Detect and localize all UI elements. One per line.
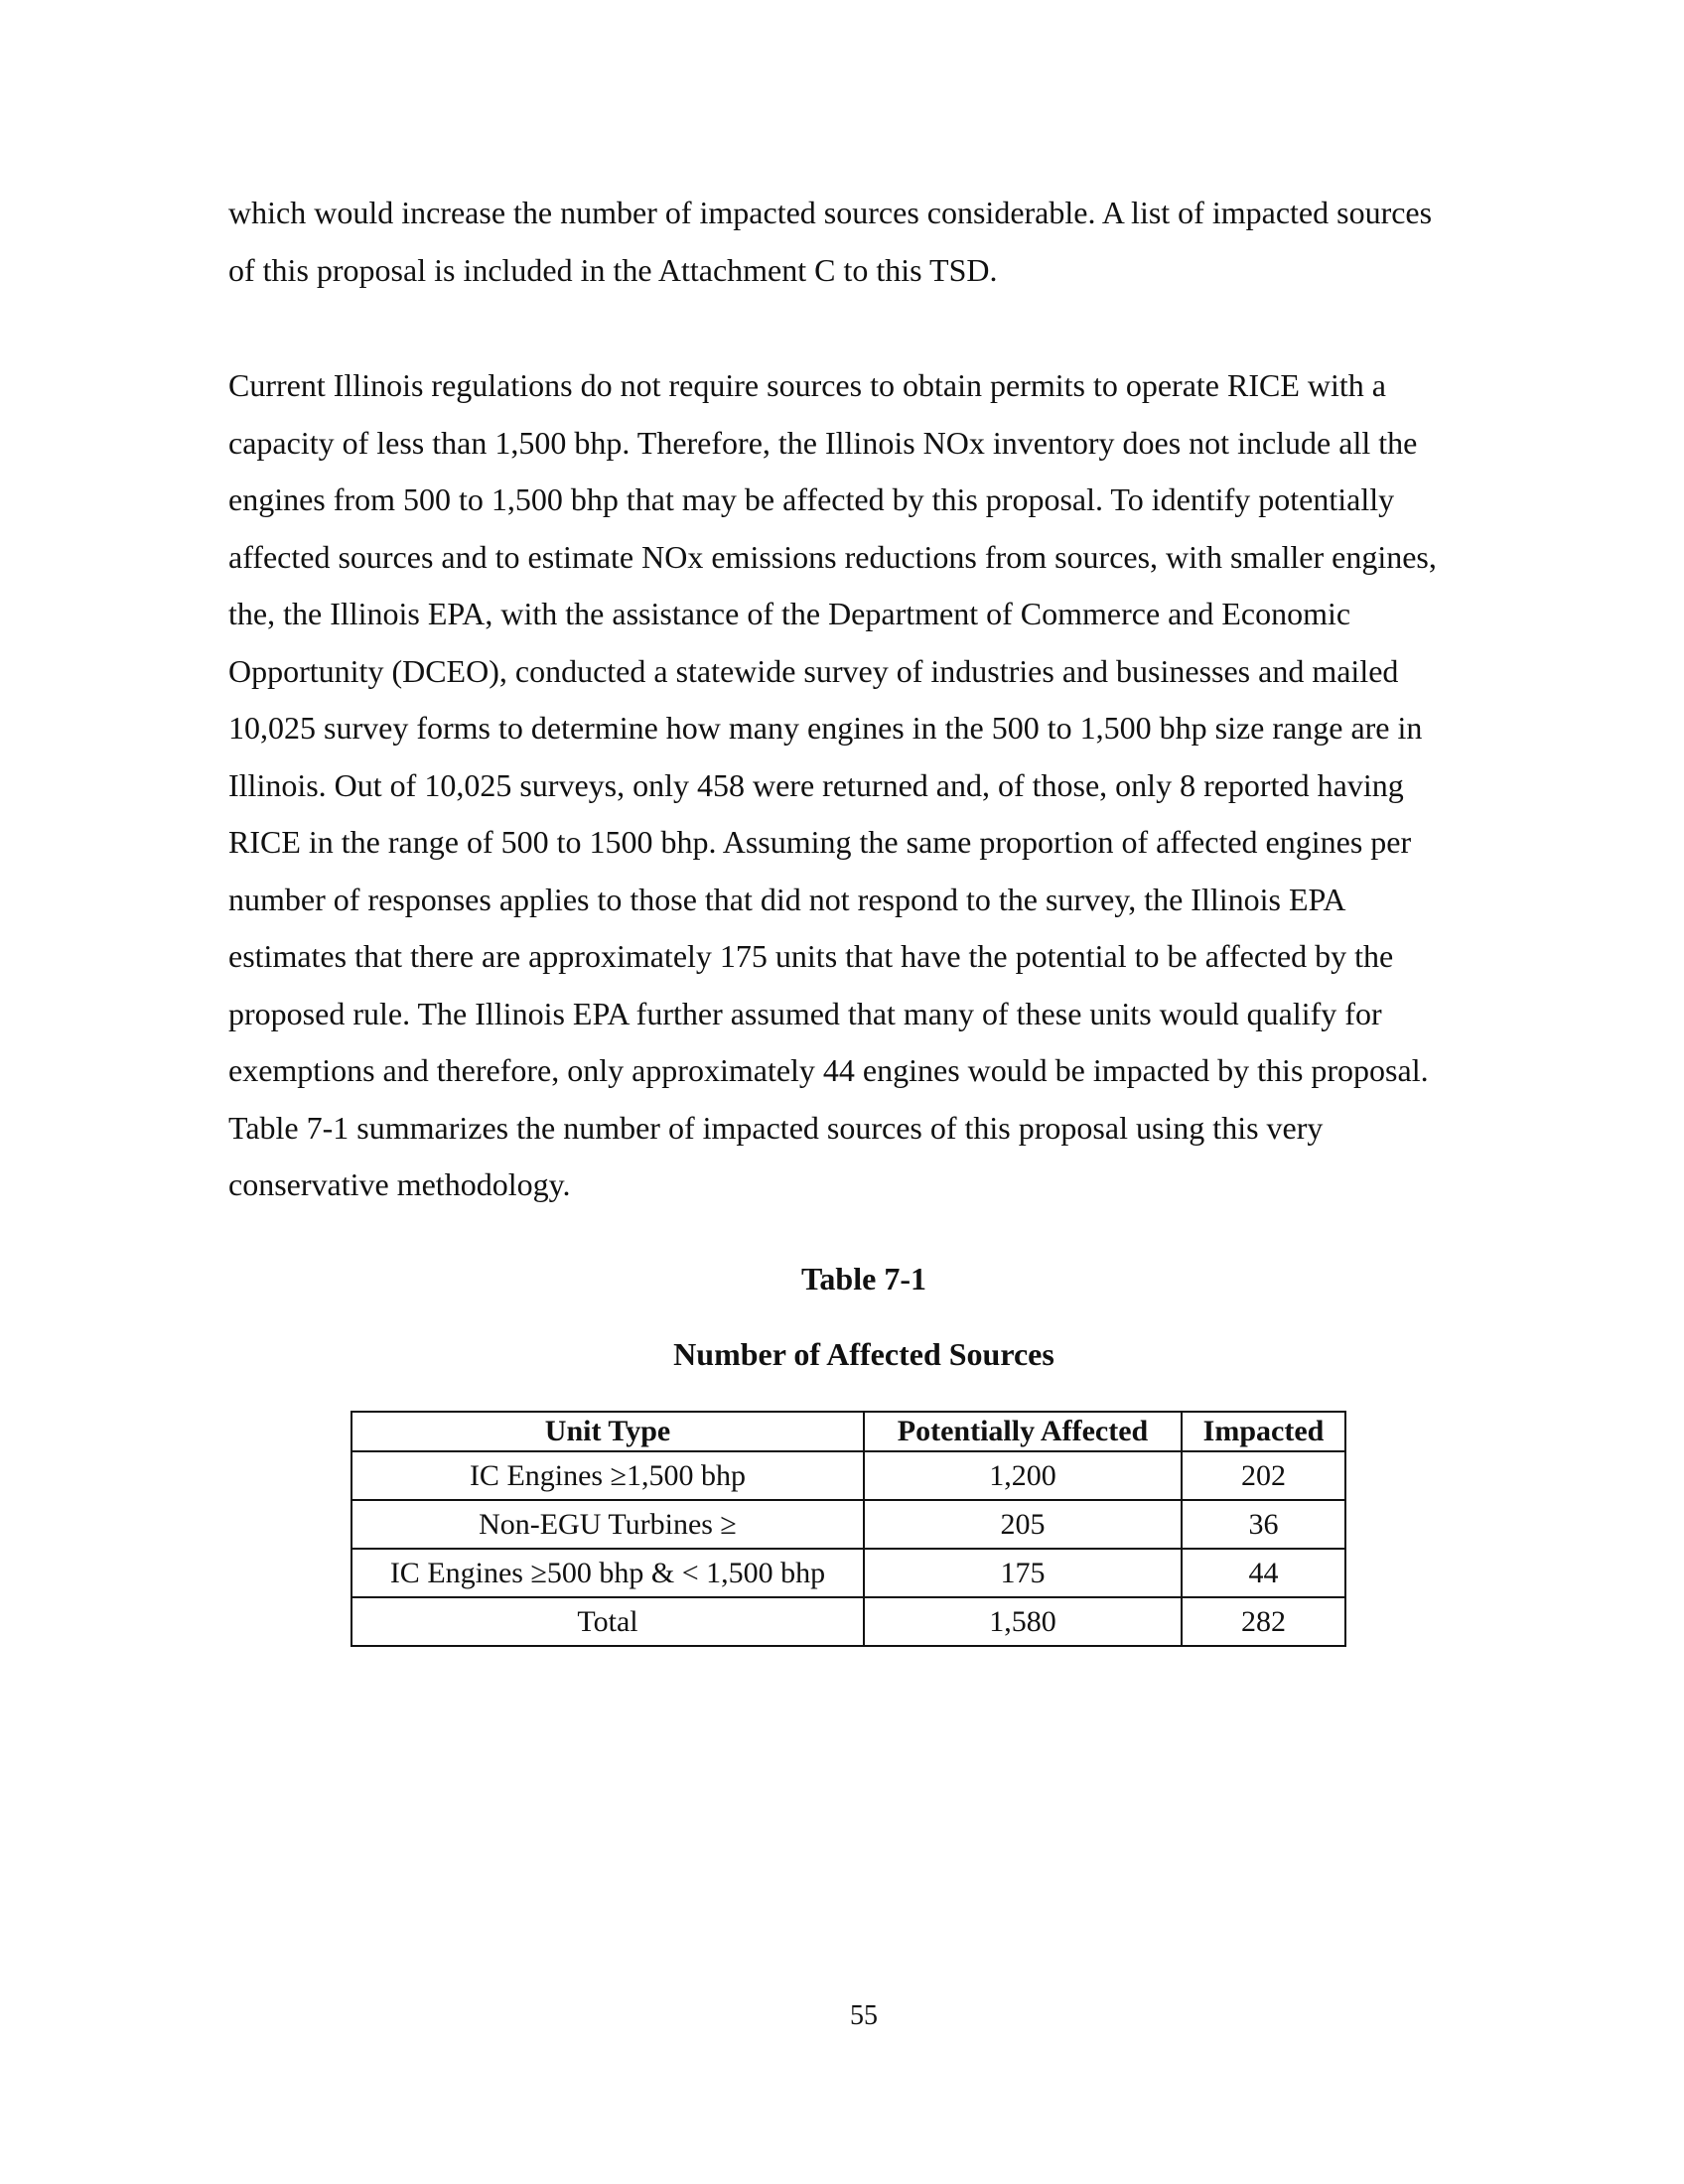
cell-potentially-affected: 1,200 — [864, 1451, 1182, 1500]
cell-potentially-affected: 175 — [864, 1549, 1182, 1597]
body-paragraph-2: Current Illinois regulations do not require sources to obtain permits to operate RICE with a capacity of less than 1,500 bhp. Therefore, the Illinois NOx inventory does not include all the engines from 500 to 1,500 bhp that may be affected by this proposal. To identify potentially affected sources and to estimate NOx emissions reductions from sources, with smaller engines, the, the Illinois EPA, with the assistance of the Department of Commerce and Economic Opportunity (DCEO), conducted a statewide survey of industries and businesses and mailed 10,025 survey forms to determine how many engines in the 500 to 1,500 bhp size range are in Illinois. Out of 10,025 surveys, only 458 were returned and, of those, only 8 reported having RICE in the range of 500 to 1500 bhp. Assuming the same proportion of affected engines per number of responses applies to those that did not respond to the survey, the Illinois EPA estimates that there are approximately 175 units that have the potential to be affected by the proposed rule. The Illinois EPA further assumed that many of these units would qualify for exemptions and therefore, only approximately 44 engines would be impacted by this proposal. Table 7-1 summarizes the number of impacted sources of this proposal using this very conservative methodology. — [228, 367, 1437, 1202]
cell-potentially-affected: 1,580 — [864, 1597, 1182, 1646]
table-subtitle: Number of Affected Sources — [673, 1336, 1054, 1372]
cell-unit-type: Total — [351, 1597, 864, 1646]
cell-potentially-affected: 205 — [864, 1500, 1182, 1549]
table-title: Table 7-1 — [801, 1261, 926, 1297]
cell-impacted: 282 — [1182, 1597, 1345, 1646]
cell-unit-type: IC Engines ≥500 bhp & < 1,500 bhp — [351, 1549, 864, 1597]
column-header-potentially-affected: Potentially Affected — [864, 1412, 1182, 1451]
cell-impacted: 36 — [1182, 1500, 1345, 1549]
table-header-row — [351, 1412, 1345, 1451]
affected-sources-table — [351, 1411, 1346, 1647]
cell-impacted: 202 — [1182, 1451, 1345, 1500]
table-row — [351, 1500, 1345, 1549]
table-total-row — [351, 1597, 1345, 1646]
column-header-unit-type: Unit Type — [351, 1412, 864, 1451]
cell-unit-type: Non-EGU Turbines ≥ — [351, 1500, 864, 1549]
column-header-impacted: Impacted — [1182, 1412, 1345, 1451]
table-row — [351, 1549, 1345, 1597]
body-paragraph-1: which would increase the number of impacted sources considerable. A list of impacted sources of this proposal is included in the Attachment C to this TSD. — [228, 195, 1433, 288]
cell-impacted: 44 — [1182, 1549, 1345, 1597]
page-number: 55 — [850, 2000, 878, 2031]
table-container — [351, 1411, 1346, 1647]
cell-unit-type: IC Engines ≥1,500 bhp — [351, 1451, 864, 1500]
table-row — [351, 1451, 1345, 1500]
